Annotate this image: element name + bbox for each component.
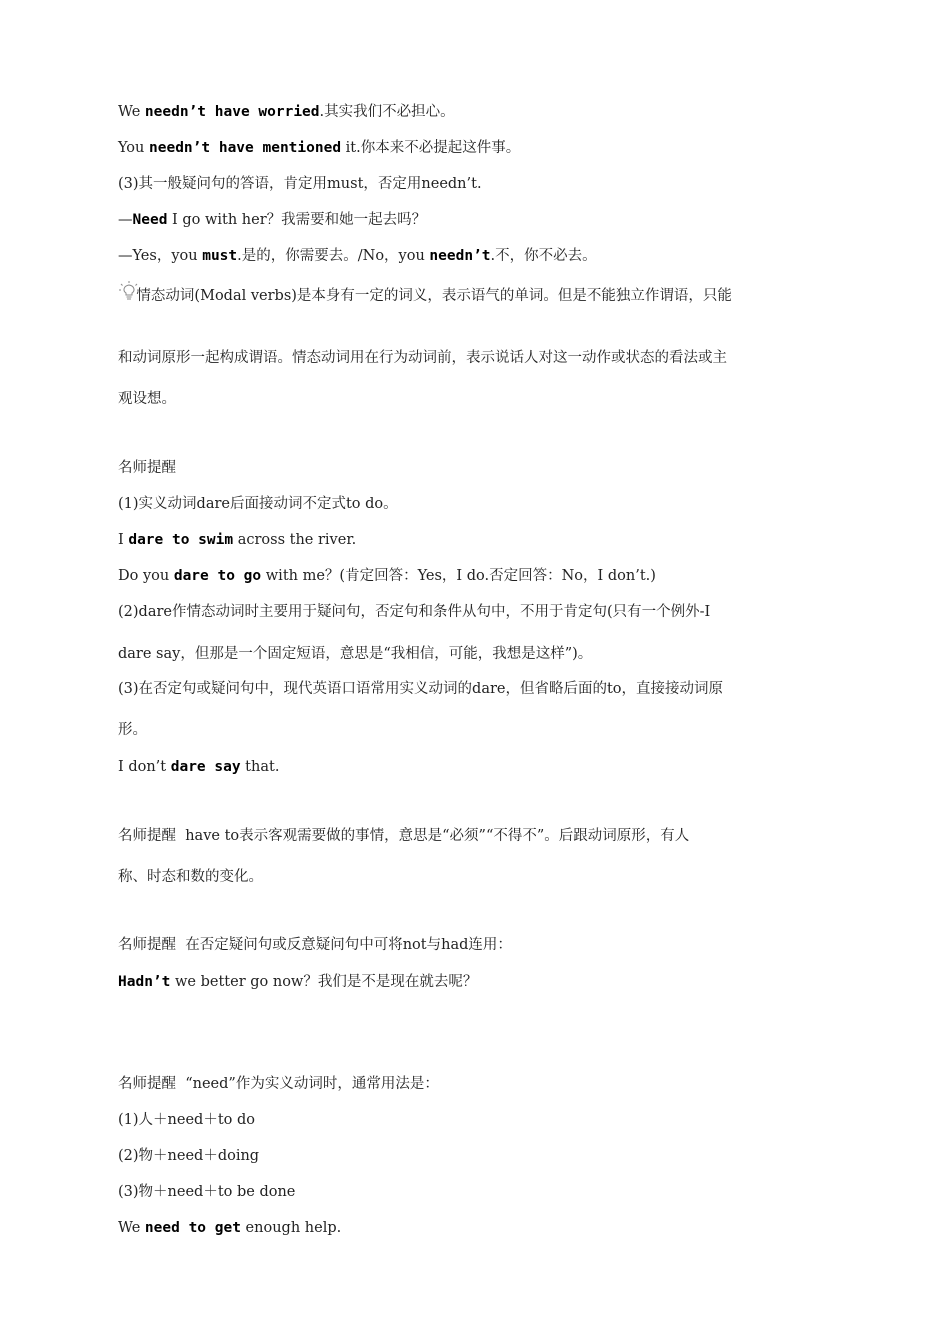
text-run: (2)物＋need＋doing (118, 1148, 260, 1164)
text-run: I (118, 532, 129, 548)
text-line (118, 1073, 439, 1095)
text-run: Do you (118, 568, 174, 584)
text-run: 观设想。 (118, 391, 176, 407)
text-line (118, 1181, 295, 1203)
text-run: 和动词原形一起构成谓语。情态动词用在行为动词前，表示说话人对这一动作或状态的看法或主 (118, 350, 727, 366)
text-run: (3)其一般疑问句的答语，肯定用must，否定用needn’t. (118, 176, 482, 192)
bold-phrase: must (202, 248, 238, 264)
text-line (118, 137, 520, 159)
text-line (118, 825, 689, 847)
bold-phrase: dare to swim (128, 532, 234, 548)
text-run: .不，你不必去。 (490, 248, 597, 264)
bold-phrase: need to get (144, 1220, 241, 1236)
text-line (118, 678, 723, 700)
text-line (118, 173, 482, 195)
text-run: We (118, 1220, 145, 1236)
text-line (118, 719, 147, 741)
text-line (118, 457, 176, 479)
text-line (118, 643, 592, 665)
text-run: 名师提醒 have to表示客观需要做的事情，意思是“必须”“不得不”。后跟动词原形，有人 (118, 828, 690, 844)
text-run: — (118, 212, 133, 228)
text-run: .是的，你需要去。/No，you (237, 248, 430, 264)
text-run: (3)物＋need＋to be done (118, 1184, 296, 1200)
text-line (118, 347, 727, 369)
text-line (118, 756, 279, 778)
text-line (118, 971, 477, 993)
text-line (118, 601, 710, 623)
text-run: (2)dare作情态动词时主要用于疑问句，否定句和条件从句中，不用于肯定句(只有一个例外-I (118, 604, 711, 620)
text-run: —Yes，you (118, 248, 203, 264)
text-run: enough help. (240, 1220, 342, 1236)
text-run: that. (240, 759, 280, 775)
text-run: 名师提醒 在否定疑问句或反意疑问句中可将not与had连用： (118, 937, 512, 953)
text-run: 名师提醒 (118, 460, 176, 476)
text-line (118, 1217, 341, 1239)
text-run: we better go now？我们是不是现在就去呢？ (170, 974, 478, 990)
text-run: 称、时态和数的变化。 (118, 869, 263, 885)
text-run: I don’t (118, 759, 171, 775)
text-run: We (118, 104, 145, 120)
text-run: dare say，但那是一个固定短语，意思是“我相信，可能，我想是这样”)。 (118, 646, 593, 662)
bold-phrase: needn’t have worried (144, 104, 320, 120)
text-line (118, 245, 597, 267)
bold-phrase: dare say (170, 759, 241, 775)
text-line (118, 285, 732, 307)
text-run: it.你本来不必提起这件事。 (341, 140, 521, 156)
bold-phrase: Hadn’t (118, 974, 171, 990)
bold-phrase: Need (132, 212, 168, 228)
text-line (118, 493, 398, 515)
text-line (118, 934, 512, 956)
text-run: I go with her？我需要和她一起去吗？ (167, 212, 427, 228)
bold-phrase: needn’t (429, 248, 491, 264)
text-run: (3)在否定句或疑问句中，现代英语口语常用实义动词的dare，但省略后面的to，直接接动词原 (118, 681, 724, 697)
bold-phrase: needn’t have mentioned (149, 140, 342, 156)
text-line (118, 529, 356, 551)
text-line (118, 1109, 255, 1131)
bold-phrase: dare to go (173, 568, 262, 584)
text-run: You (118, 140, 149, 156)
text-line (118, 565, 656, 587)
text-run: 情态动词(Modal verbs)是本身有一定的词义，表示语气的单词。但是不能独立作谓语，只能 (118, 288, 732, 304)
text-line (118, 388, 176, 410)
text-run: (1)实义动词dare后面接动词不定式to do。 (118, 496, 398, 512)
text-line (118, 1145, 259, 1167)
text-run: across the river. (233, 532, 357, 548)
text-run: 形。 (118, 722, 147, 738)
text-run: .其实我们不必担心。 (319, 104, 455, 120)
text-line (118, 866, 263, 888)
text-run: with me？(肯定回答：Yes，I do.否定回答：No，I don’t.) (261, 568, 656, 584)
text-line (118, 209, 426, 231)
text-line (118, 101, 455, 123)
text-run: (1)人＋need＋to do (118, 1112, 255, 1128)
text-run: 名师提醒 “need”作为实义动词时，通常用法是： (118, 1076, 439, 1092)
